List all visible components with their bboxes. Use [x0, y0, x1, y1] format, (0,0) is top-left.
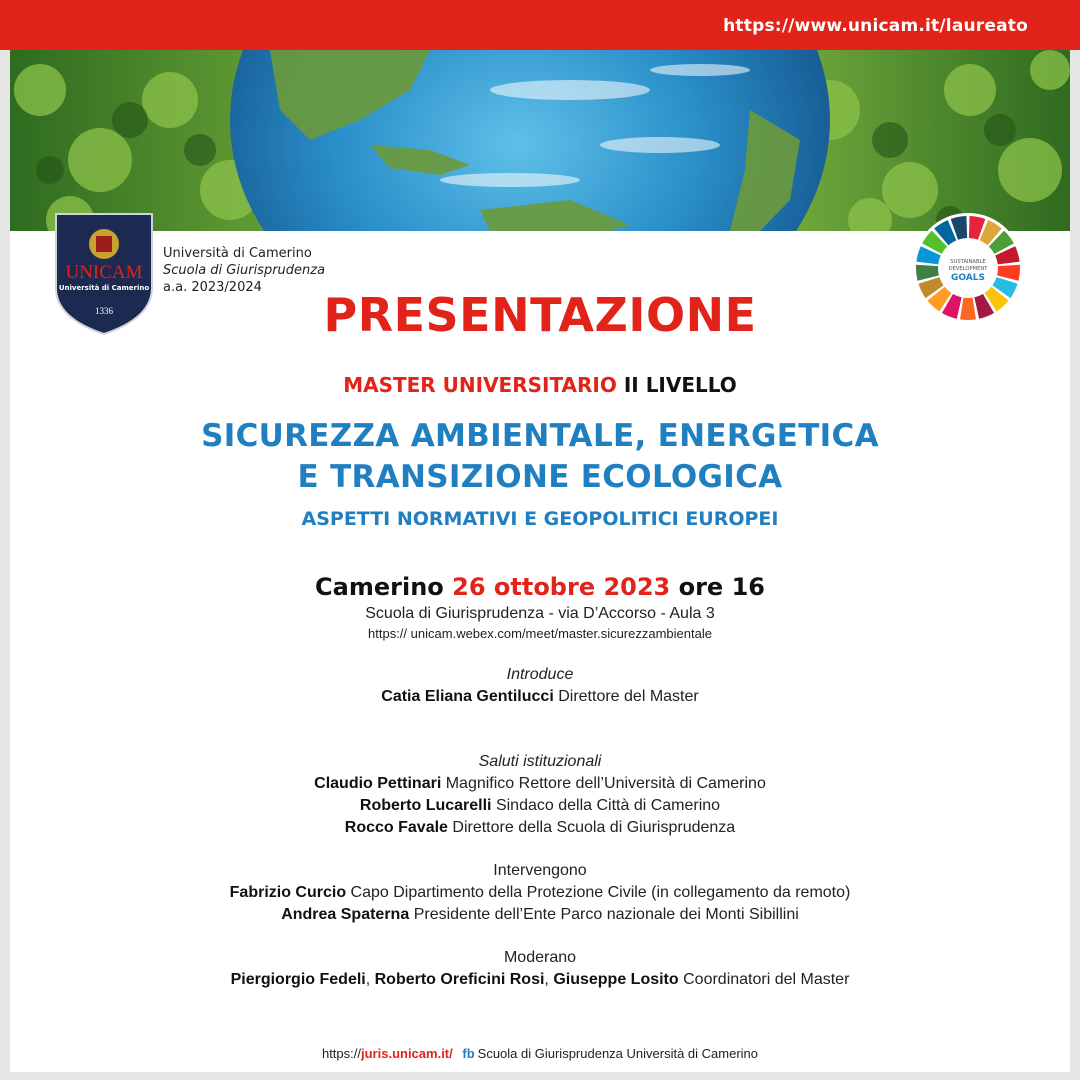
- facebook-icon[interactable]: fb: [462, 1046, 475, 1061]
- course-title-line-2: E TRANSIZIONE ECOLOGICA: [297, 459, 783, 495]
- saluti-speaker: Rocco Favale Direttore della Scuola di Giurisprudenza: [344, 819, 736, 836]
- introduce-label: Introduce: [506, 666, 574, 683]
- academic-year: a.a. 2023/2024: [163, 280, 262, 295]
- school-name: Scuola di Giurisprudenza: [163, 263, 326, 278]
- page-title: PRESENTAZIONE: [323, 288, 757, 342]
- sdg-text-3: GOALS: [951, 273, 985, 283]
- hero-earth-forest-image: [10, 50, 1070, 231]
- webex-link[interactable]: https:// unicam.webex.com/meet/master.sicurezzambientale: [368, 626, 712, 641]
- logo-wordmark: UNICAM: [65, 262, 143, 283]
- sdg-text-2: DEVELOPMENT: [948, 266, 988, 272]
- saluti-speaker: Claudio Pettinari Magnifico Rettore dell’Università di Camerino: [314, 775, 766, 792]
- saluti-speaker: Roberto Lucarelli Sindaco della Città di Camerino: [359, 797, 721, 814]
- introduce-speaker: Catia Eliana Gentilucci Direttore del Master: [381, 688, 699, 705]
- intervengono-speaker: Fabrizio Curcio Capo Dipartimento della Protezione Civile (in collegamento da remoto): [229, 884, 851, 901]
- saluti-label: Saluti istituzionali: [478, 753, 602, 770]
- event-datetime: Camerino 26 ottobre 2023 ore 16: [315, 573, 765, 601]
- footer-site-link[interactable]: https://juris.unicam.it/: [321, 1046, 453, 1061]
- intervengono-speaker: Andrea Spaterna Presidente dell’Ente Parco nazionale dei Monti Sibillini: [281, 906, 799, 923]
- intervengono-label: Intervengono: [493, 862, 587, 879]
- logo-year: 1336: [95, 306, 113, 316]
- logo-subtitle: Università di Camerino: [58, 284, 150, 292]
- course-title-line-1: SICUREZZA AMBIENTALE, ENERGETICA: [201, 418, 879, 454]
- master-level: MASTER UNIVERSITARIO II LIVELLO: [343, 373, 737, 397]
- header-url-link[interactable]: https://www.unicam.it/laureato: [723, 16, 1028, 36]
- moderano-speakers: Piergiorgio Fedeli, Roberto Oreficini Rosi, Giuseppe Losito Coordinatori del Master: [230, 971, 850, 988]
- footer: [0, 1046, 1080, 1061]
- university-name: Università di Camerino: [163, 246, 312, 261]
- course-subtitle: ASPETTI NORMATIVI E GEOPOLITICI EUROPEI: [301, 508, 779, 530]
- sdg-text-1: SUSTAINABLE: [950, 259, 986, 265]
- event-venue: Scuola di Giurisprudenza - via D’Accorso - Aula 3: [365, 605, 715, 622]
- facebook-page-link[interactable]: Scuola di Giurisprudenza Università di Camerino: [477, 1046, 759, 1061]
- moderano-label: Moderano: [503, 949, 577, 966]
